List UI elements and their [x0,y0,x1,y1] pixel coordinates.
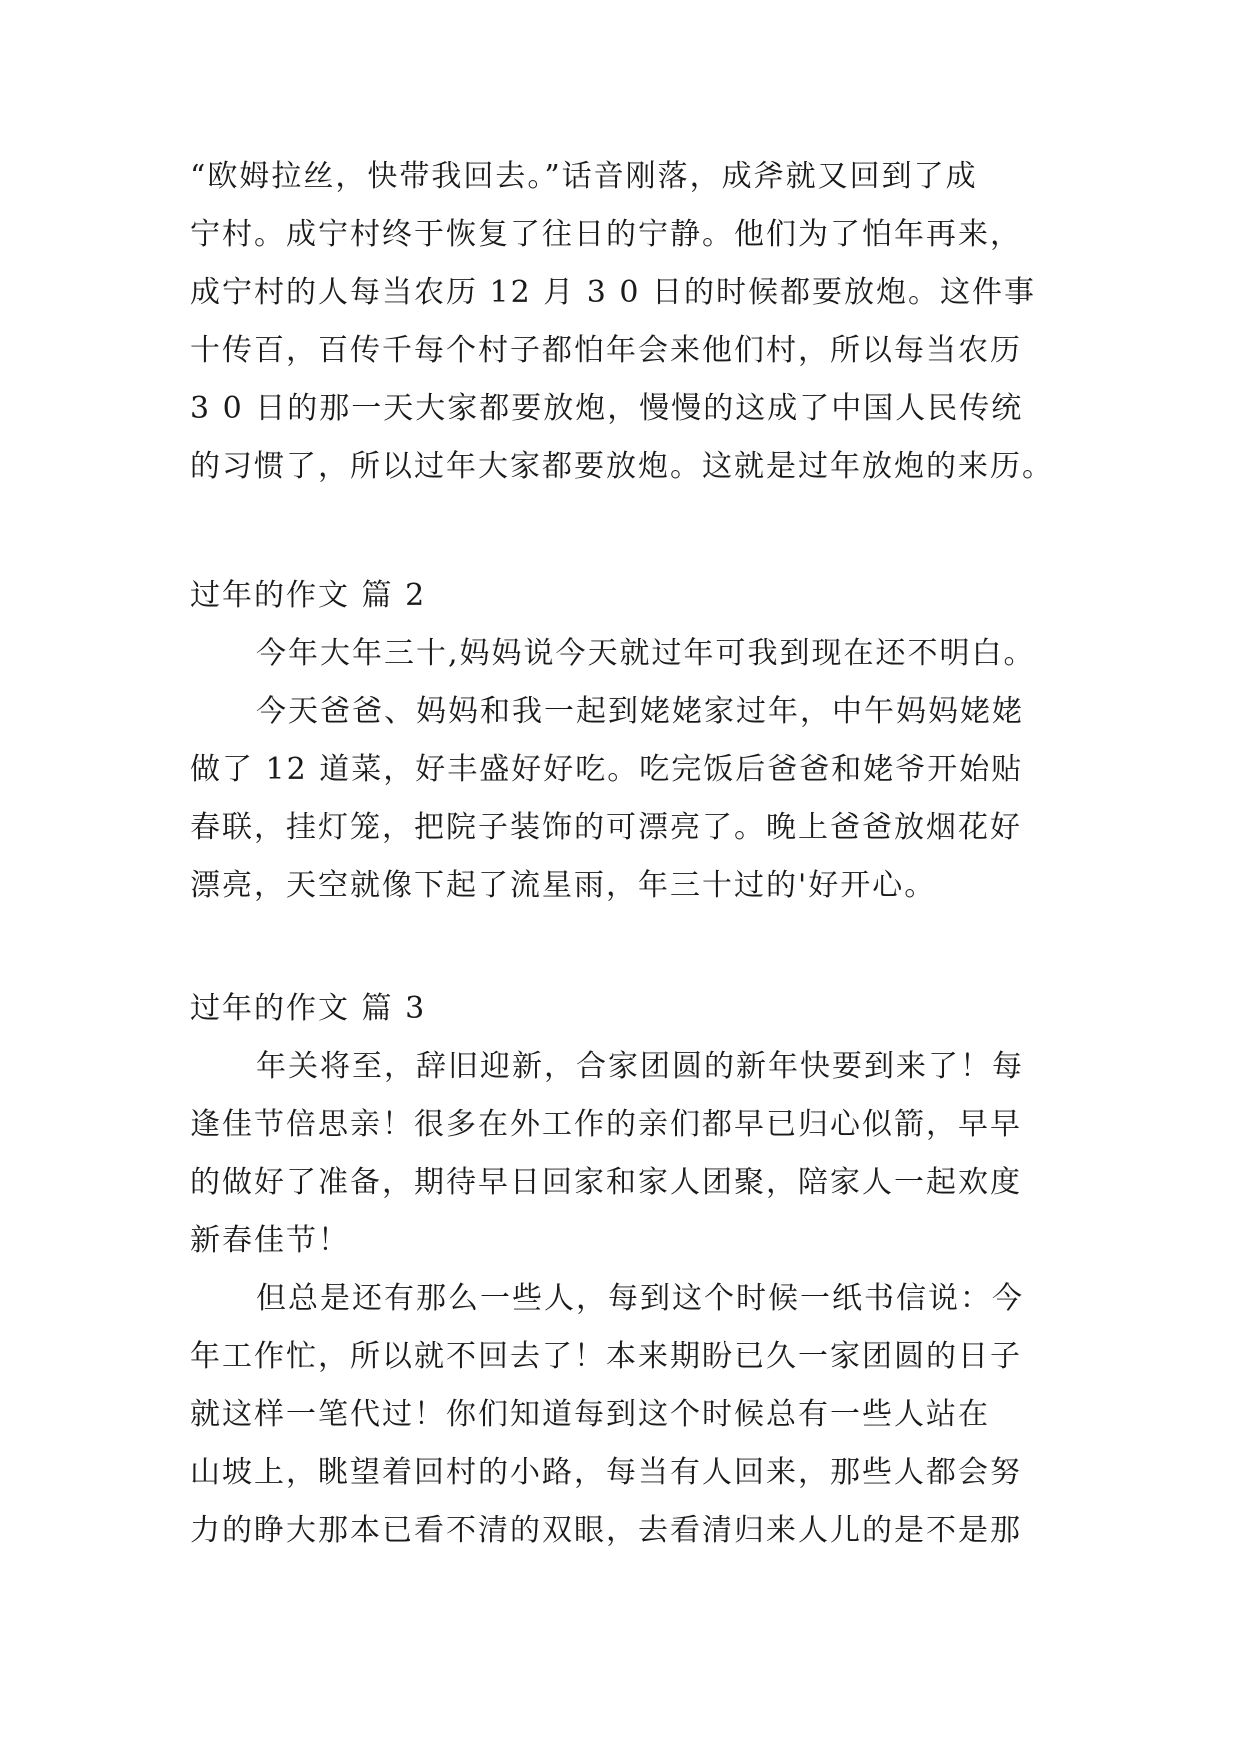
paragraph-line: 就这样一笔代过！你们知道每到这个时候总有一些人站在 [190,1397,990,1432]
paragraph-line: 春联，挂灯笼，把院子装饰的可漂亮了。晚上爸爸放烟花好 [190,810,1022,845]
paragraph-line: 今年大年三十,妈妈说今天就过年可我到现在还不明白。 [256,636,1036,671]
section-1-text [190,148,1070,496]
section-title: 过年的作文 篇 3 [190,991,427,1026]
paragraph-line: 成宁村的人每当农历 12 月 3 0 日的时候都要放炮。这件事 [190,275,1037,310]
paragraph-line: 新春佳节！ [190,1223,350,1258]
paragraph-line: 年工作忙，所以就不回去了！本来期盼已久一家团圆的日子 [190,1339,1022,1374]
paragraph-line: “欧姆拉丝，快带我回去。”话音刚落，成斧就又回到了成 [190,159,978,194]
paragraph-line: 年关将至，辞旧迎新，合家团圆的新年快要到来了！每 [256,1049,1024,1084]
paragraph-line: 逢佳节倍思亲！很多在外工作的亲们都早已归心似箭，早早 [190,1107,1022,1142]
section-title: 过年的作文 篇 2 [190,578,427,613]
paragraph-line: 宁村。成宁村终于恢复了往日的宁静。他们为了怕年再来， [190,217,1022,252]
paragraph-line: 今天爸爸、妈妈和我一起到姥姥家过年，中午妈妈姥姥 [256,694,1024,729]
paragraph-line: 山坡上，眺望着回村的小路，每当有人回来，那些人都会努 [190,1455,1022,1490]
paragraph-line: 的做好了准备，期待早日回家和家人团聚，陪家人一起欢度 [190,1165,1022,1200]
paragraph-line: 3 0 日的那一天大家都要放炮，慢慢的这成了中国人民传统 [190,391,1024,426]
section-2 [190,567,1070,915]
paragraph-line: 但总是还有那么一些人，每到这个时候一纸书信说：今 [256,1281,1024,1316]
section-3 [190,980,1070,1560]
paragraph-line: 十传百，百传千每个村子都怕年会来他们村，所以每当农历 [190,333,1022,368]
paragraph-line: 漂亮，天空就像下起了流星雨，年三十过的'好开心。 [190,868,937,903]
paragraph-line: 力的睁大那本已看不清的双眼，去看清归来人儿的是不是那 [190,1513,1022,1548]
paragraph-line: 的习惯了，所以过年大家都要放炮。这就是过年放炮的来历。 [190,449,1054,484]
paragraph-line: 做了 12 道菜，好丰盛好好吃。吃完饭后爸爸和姥爷开始贴 [190,752,1024,787]
